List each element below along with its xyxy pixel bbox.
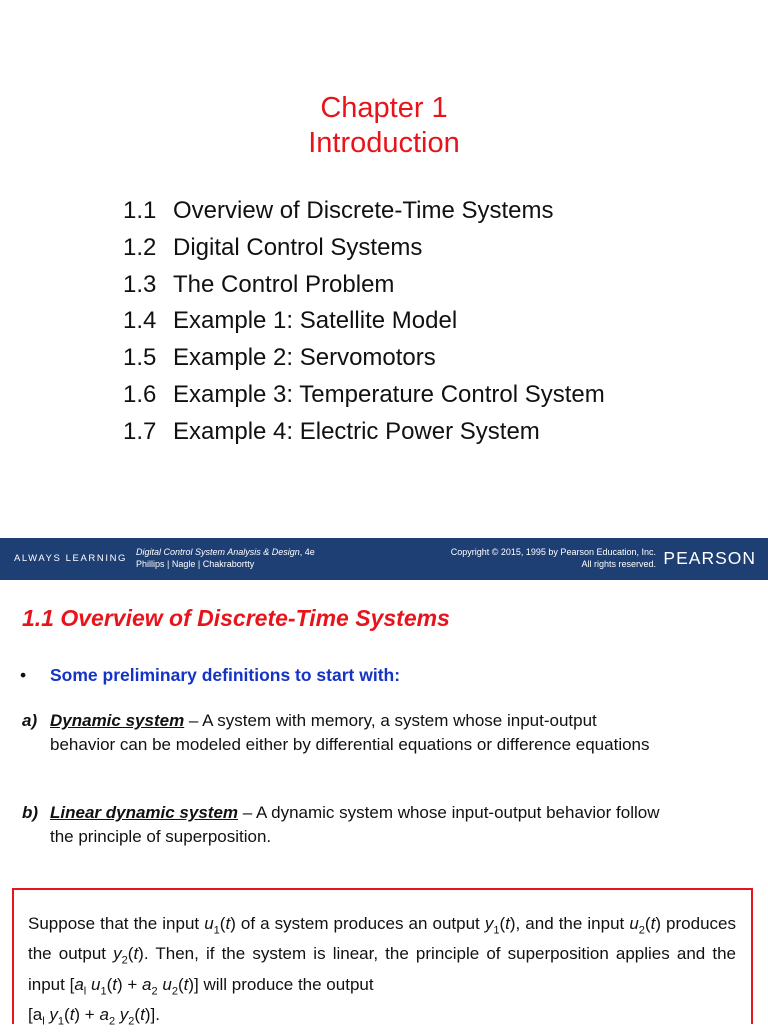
toc-text: Example 2: Servomotors bbox=[173, 344, 436, 372]
section-title: 1.1 Overview of Discrete-Time Systems bbox=[22, 605, 450, 631]
always-learning-label: ALWAYS LEARNING bbox=[14, 553, 128, 564]
bullet-item bbox=[20, 665, 400, 686]
slide-overview bbox=[0, 580, 768, 1028]
superposition-text: Suppose that the input $u_1(t)$ of a system produces an output $y_1(t)$, and the input $u_2(t)$ produces the output $y_2(t)$. Then, if the system is linear, the principle of superposition applies and the input [$a_l$ $u_1(t) + a_2$ $u_2(t)$] will produce the output [$a_l$ $y_1(t) + a_2$ $y_2(t)$]. bbox=[28, 914, 736, 1028]
toc-number: 1.7 bbox=[123, 417, 157, 445]
toc-item bbox=[123, 230, 605, 267]
toc-item bbox=[123, 340, 605, 377]
toc-number: 1.5 bbox=[123, 344, 157, 372]
toc-text: The Control Problem bbox=[173, 270, 395, 298]
toc-text: Example 1: Satellite Model bbox=[173, 307, 458, 335]
definition-b bbox=[22, 801, 752, 849]
copyright-notice bbox=[451, 546, 656, 570]
book-title: Digital Control System Analysis & Design bbox=[136, 547, 300, 557]
toc-number: 1.2 bbox=[123, 233, 157, 261]
chapter-title: Introduction bbox=[308, 127, 460, 159]
book-edition: , 4e bbox=[299, 547, 315, 557]
definition-term: Dynamic system bbox=[50, 711, 185, 730]
toc-text: Overview of Discrete-Time Systems bbox=[173, 197, 554, 224]
definition-text-cont: the principle of superposition. bbox=[50, 827, 272, 846]
toc-number: 1.6 bbox=[123, 380, 157, 408]
book-authors: Phillips | Nagle | Chakrabortty bbox=[136, 559, 255, 569]
toc-item bbox=[123, 267, 605, 304]
bullet-text: Some preliminary definitions to start with: bbox=[50, 665, 401, 685]
definition-text: – A system with memory, a system whose input-output bbox=[184, 711, 597, 730]
definition-text-cont: behavior can be modeled either by differential equations or difference equations bbox=[50, 735, 650, 754]
rights-line: All rights reserved. bbox=[581, 559, 656, 569]
copyright-line: Copyright © 2015, 1995 by Pearson Education, Inc. bbox=[450, 547, 656, 557]
chapter-label: Chapter 1 bbox=[320, 92, 448, 124]
definition-a bbox=[22, 709, 752, 757]
toc-text: Digital Control Systems bbox=[173, 233, 423, 261]
pearson-logo: PEARSON bbox=[663, 548, 756, 568]
definition-term: Linear dynamic system bbox=[50, 803, 239, 822]
toc-item bbox=[123, 193, 605, 230]
toc-item bbox=[123, 303, 605, 340]
toc-number: 1.4 bbox=[123, 307, 157, 335]
bullet-icon: • bbox=[20, 665, 27, 685]
table-of-contents bbox=[123, 193, 605, 451]
toc-item bbox=[123, 377, 605, 414]
definition-text: – A dynamic system whose input-output behavior follow bbox=[238, 803, 660, 822]
toc-text: Example 3: Temperature Control System bbox=[173, 380, 605, 408]
toc-number: 1.1 bbox=[123, 197, 157, 224]
toc-text: Example 4: Electric Power System bbox=[173, 417, 540, 445]
toc-number: 1.3 bbox=[123, 270, 157, 298]
definition-letter: a) bbox=[22, 711, 38, 730]
definition-letter: b) bbox=[22, 803, 39, 822]
superposition-box bbox=[12, 888, 753, 1028]
slide-footer-bar bbox=[0, 538, 768, 580]
book-info bbox=[136, 546, 315, 570]
toc-item bbox=[123, 414, 605, 451]
